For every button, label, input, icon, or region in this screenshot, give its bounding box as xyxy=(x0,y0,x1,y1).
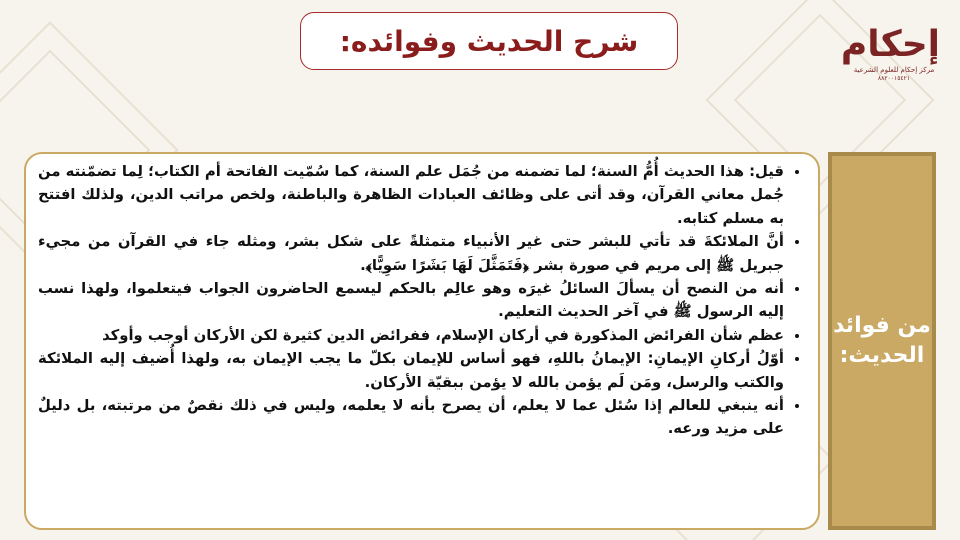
content-box xyxy=(24,152,820,530)
list-item: • أوّلُ أركانِ الإيمانِ: الإيمانُ باللهِ، فهو أساس للإيمان بكلّ ما يجب الإيمان به، ولهذا أُضيف إليه الملائكة والكتب والرسل، ومَن لَم يؤمن بالله لا يؤمن ببقيّة الأركان. xyxy=(38,347,784,394)
side-label-panel xyxy=(828,152,936,530)
logo-subtitle: مركز إحكام للعلوم الشرعية xyxy=(853,66,935,74)
list-item: • أنه من النصح أن يسألَ السائلُ غيرَه وهو عالِم بالحكم ليسمع الحاضرون الجواب فيتعلموا، ولهذا نسب إليه الرسول ﷺ في آخر الحديث التعليم. xyxy=(38,277,784,324)
slide-title-text: شرح الحديث وفوائده: xyxy=(339,24,639,58)
list-item: • أنَّ الملائكةَ قد تأتي للبشر حتى غير الأنبياء متمثلةً على شكل بشر، ومثله جاء في القرآن من مجيء جبريل ﷺ إلى مريم في صورة بشر ﴿فَتَمَثَّلَ لَهَا بَشَرًا سَوِيًّا﴾. xyxy=(38,230,784,277)
list-item: • قيل: هذا الحديث أُمُّ السنة؛ لما تضمنه من جُمَل علم السنة، كما سُمّيت الفاتحة أم الكتاب؛ لِما تضمّنته من جُمل معاني القرآن، وقد أتى على وظائف العبادات الظاهرة والباطنة، ولخص مراتب الدين، ولذلك افتتح به مسلم كتابه. xyxy=(38,160,784,230)
side-label: من فوائد الحديث: xyxy=(833,313,931,368)
benefits-list xyxy=(38,160,804,441)
list-item: • عظم شأن الفرائض المذكورة في أركان الإسلام، ففرائض الدين كثيرة لكن الأركان أوجب وأوكد xyxy=(38,324,784,347)
brand-logo xyxy=(840,24,940,94)
logo-word: إحكام xyxy=(840,24,940,65)
slide-title xyxy=(300,12,678,70)
list-item: • أنه ينبغي للعالم إذا سُئل عما لا يعلم، أن يصرح بأنه لا يعلمه، وليس في ذلك نقصٌ من مرتبته، بل دليلٌ على مزيد ورعه. xyxy=(38,394,784,441)
logo-number: ٨٨٢٠٠١٥٤٢١ xyxy=(877,75,911,82)
